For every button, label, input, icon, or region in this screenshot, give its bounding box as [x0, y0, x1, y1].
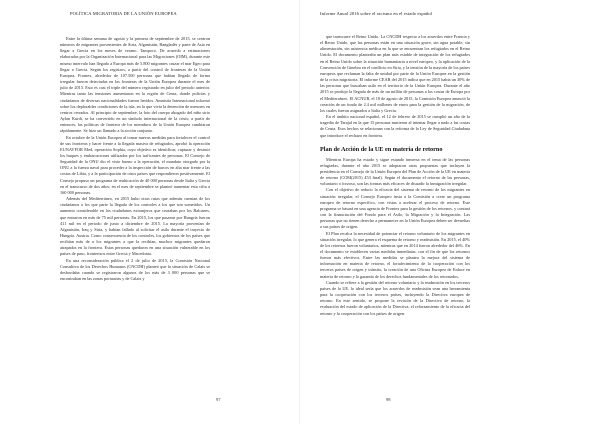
body-text-column [60, 36, 210, 282]
page-number: 97 [216, 397, 221, 402]
running-header: POLÍTICA MIGRATORIA DE LA UNIÓN EUROPEA [70, 11, 177, 16]
section-heading: Plan de Acción de la UE en materia de retorno [320, 145, 443, 153]
body-paragraph: Cuando se refiere a la gestión del retorno voluntario y la readmisión en los terceros países de la UE, lo ideal sería que los acuerdos de readmisión sean una herramienta para la cooperación con los terceros países, incluyendo la Directiva europea de retorno. En este sentido, se propone la revisión de la Directiva de retorno, la evaluación del estado de aplicación de la Directiva, el reforzamiento de la eficacia del retorno y la cooperación con los países de origen. [320, 279, 470, 316]
body-paragraph: En octubre de la Unión Europea al tomar nuevas medidas para fortalecer el control de sus fronteras y hacer frente a la llegada masiva de refugiados, aprobó la operación EUNAVFOR Med, operación Sophia, cuyo objetivo es identificar, capturar y destruir los buques y embarcaciones utilizados por los traficantes de personas. El Consejo de Seguridad de la ONU dio el visto bueno a la operación, el mandato otorgado por la ONU a la fuerza naval para proceder a la inspección de barcos en alta mar frente a las costas de Libia, y a la participación de otros países que respondieron positivamente. El Consejo propuso un programa de reubicación de 40 000 personas desde Italia y Grecia en el transcurso de dos años; en el mes de septiembre se planteó aumentar esta cifra a 160 000 personas. [60, 134, 210, 195]
page-number: 98 [386, 397, 391, 402]
body-paragraph: El Plan recalca la necesidad de potenciar el retorno voluntario de los migrantes en situación irregular, lo que genera el esquema de retorno y readmisión. En 2015, el 40% de los retornos fueron voluntarios, mientras que en 2014 fueron alrededor del 46%. En el documento se establecen varias medidas inmediatas, con el fin de que los retornos fueron más efectivos. Entre las medidas se plantea la mejora del sistema de información en materia de retorno, el fortalecimiento de la cooperación con los terceros países de origen y tránsito, la creación de una Oficina Europea de Enlace en materia de retorno y la garantía de los derechos fundamentales de los retornados. [320, 230, 470, 279]
body-paragraph: Entre la última semana de agosto y la primera de septiembre de 2015, se crearon números de migrantes provenientes de Siria, Afganistán, Bangladés y parte de Asia en llegar a Grecia en los meses de verano. Tampoco. De acuerdo a estimaciones elaboradas por la Organización Internacional para las Migraciones (OIM), durante este mismo intervalo han llegado a Europa más de 5.800 migrantes cruzar el mar Egeo para llegar a Grecia. Según los registros, a partir del control de fronteras de la Unión Europea, Frontex, alrededor de 107.500 personas que habían llegado de forma irregular fueron detectadas en las fronteras de la Unión Europea durante el mes de julio de 2015. Esto es casi el triple del número registrado en julio del periodo anterior. Mientras tanto las tensiones aumentaron en la región de Ceuta, donde policías y ciudadanos de diversas nacionalidades fueron heridos. Amnistía Internacional informó sobre los deplorables condiciones de la isla, en la que vivía la detención de menores en centros cerrados. Al principio de septiembre, la foto del cuerpo ahogado del niño sirio Aylan Kurdi, se ha convertido en un símbolo internacional de la crisis; a partir de entonces, las políticas de frontera de los miembros de la Unión Europea cambiaron rápidamente. Se hizo un llamado a la acción conjunta. [60, 36, 210, 134]
body-text-column [320, 34, 470, 317]
body-paragraph: En el ámbito nacional español, el 12 de febrero de 2015 se cumplió un año de la tragedia de Tarajal en la que 15 personas murieron al intentar llegar a nado a las costas de Ceuta. Esos hechos se relacionan con la reforma de la Ley de Seguridad Ciudadana que introduce el rechazo en frontera. [320, 114, 470, 138]
body-paragraph: Con el objetivo de reducir la eficacia del sistema de retorno de los migrantes en situación irregular, el Consejo Europeo insta a la Comisión a crear un programa europeo de retorno específico, con vistas a acelerar el proceso de retorno. Este programa se basará en una agencia de Frontex para la gestión de los retornos, y contará con la financiación del Fondo para el Asilo, la Migración y la Integración. Las personas que no tienen derecho a permanecer en la Unión Europea deben ser devueltas a sus países de origen. [320, 187, 470, 230]
body-paragraph: Mientras Europa ha estado y sigue estando inmersa en el tema de las personas refugiadas, durante el año 2015 se adoptaron otras propuestas que incluyen la presidencia en el Consejo de la Unión Europea del Plan de Acción de la UE en materia de retorno (COM(2015) 453 final). Según el documento el retorno de las personas, voluntario o forzoso, son las formas más eficaces de disuadir la inmigración irregular. [320, 156, 470, 187]
body-paragraph: En una reconsideración pública el 2 de julio de 2015, la Comisión Nacional Consultiva de los Derechos Humanos (CNCDH) planteó que la situación de Calais se desbordaba cuando se registraron algunos de los más de 3 000 personas que se encontraban en las zonas portuarias y de Calais y [60, 257, 210, 282]
right-page [300, 0, 600, 424]
running-header: Informe Anual 2016 sobre el racismo en el estado español [320, 11, 433, 16]
body-paragraph: que transcurre el Reino Unido. La CNCDH respecto a los acuerdos entre Francia y el Reino Unido, que las personas están en una situación grave, sin agua potable, sin alimentación, sin asistencia médica en la que se encuentran los refugiados en el Reino Unido. El documento planteaba un plan más estable de integración de los refugiados en el Reino Unido sobre la situación humanitaria a nivel europeo, y la aplicación de la Convención de Ginebra en el conflicto en Siria, y la tensión de la mayoría de los países europeos que reclaman la falta de unidad por parte de la Unión Europea en la gestión de la crisis migratoria. El informe CEAR del 2015 indica que en 2015 había un 30% de las personas que buscaban asilo en el territorio de la Unión Europea. Durante el año 2015 se produjo la llegada de más de un millón de personas a las costas de Europa por el Mediterráneo. El ACNUR, el 18 de agosto de 2015, la Comisión Europea anunció la creación de un fondo de 2.4 mil millones de euros para la gestión de la migración, de los cuales fueron asignados a Italia y Grecia. [320, 34, 470, 113]
body-paragraph: Además del Mediterráneo, en 2015 hubo otras rutas que además cuentan de los ciudadanos a los que parte la llegada de los controles a los que son sometidos. Un aumento considerable en los ciudadanos extranjeros que cruzaban por los Balcanes, que entraron en más de 75 mil personas. En 2015, los que pasaron por Hungría fueron 411 mil en el periodo de junio a diciembre de 2015. La mayoría provenían de Afganistán, Iraq y Siria, y habían fallado al solicitar el asilo durante el trayecto de Hungría. Austria. Como consecuencia de los controles, los gobiernos de los países que recibían más de a los migrantes a que la recibían, muchos migrantes quedaron atrapados en la frontera. Estas personas quedaron en una situación vulnerable en los países de paso, fronterizos entre Grecia y Macedonia. [60, 196, 210, 257]
